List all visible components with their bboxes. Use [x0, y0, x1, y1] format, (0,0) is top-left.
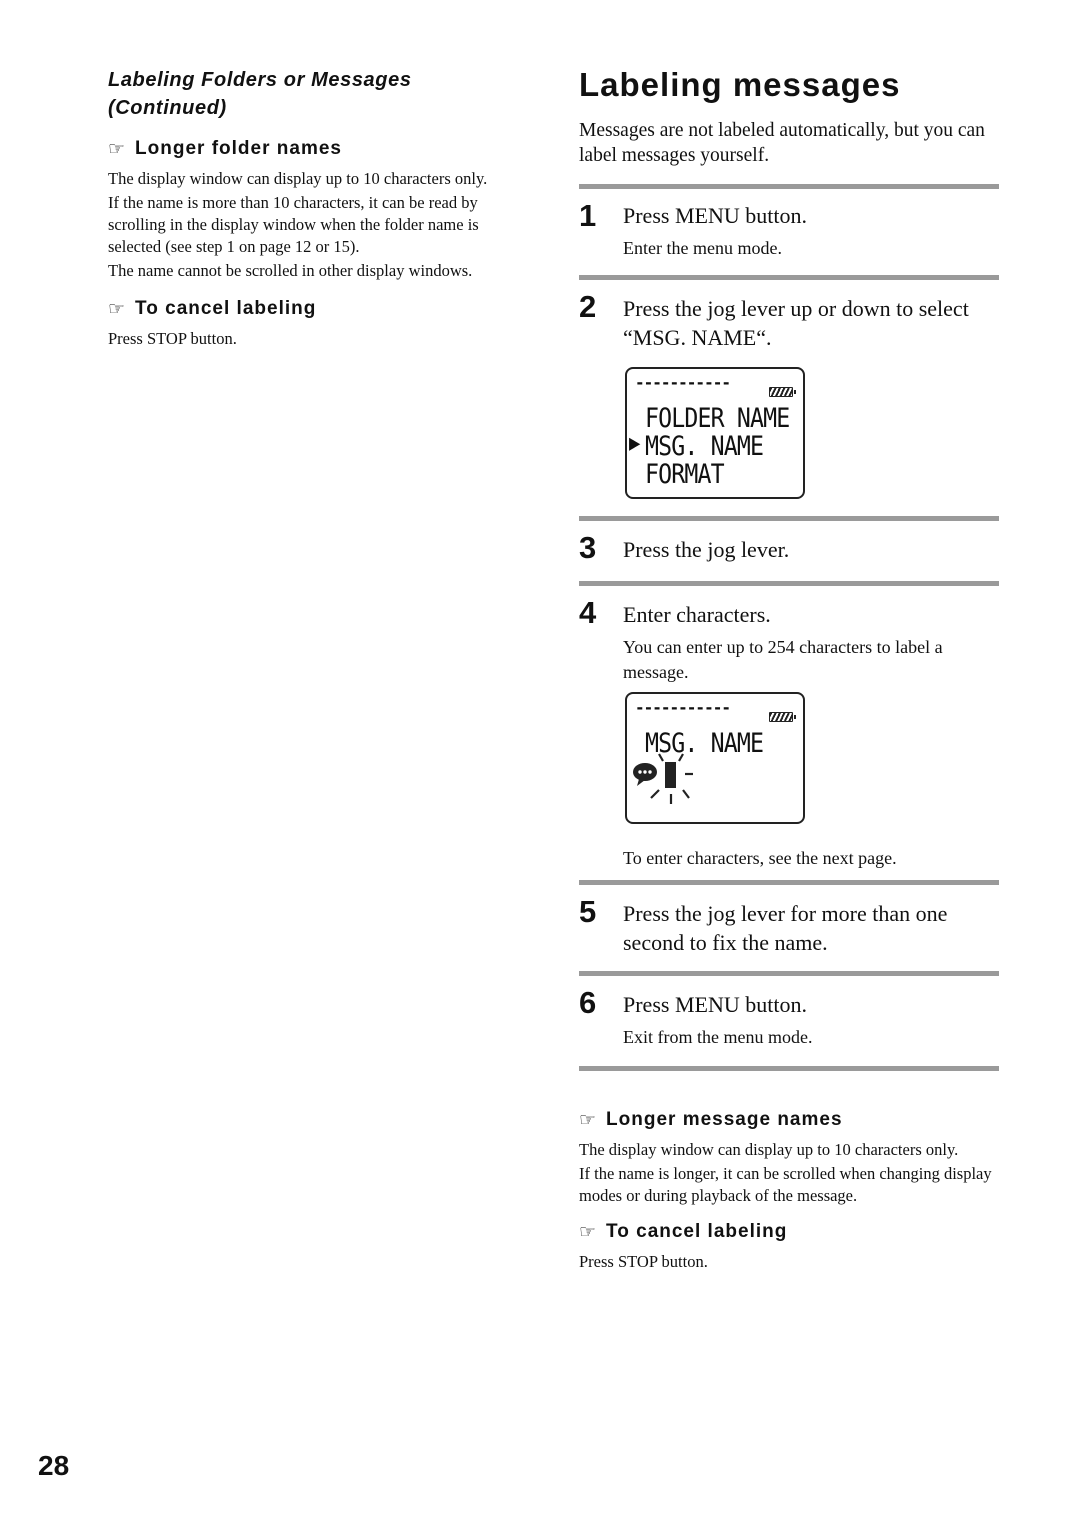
- step-4: [579, 596, 999, 880]
- step-1: [579, 199, 999, 261]
- lcd-menu-item: FORMAT: [645, 459, 724, 490]
- note-paragraph: If the name is more than 10 characters, it can be read by scrolling in the display window when the folder name is selected (see step 1 on page 12 or 15).: [108, 193, 479, 256]
- step-instruction: Press MENU button.: [623, 203, 807, 228]
- step-instruction: Press MENU button.: [623, 992, 807, 1017]
- step-number: 4: [579, 595, 597, 630]
- note-longer-folder-names: [108, 138, 533, 282]
- note-heading: To cancel labeling: [606, 1221, 788, 1242]
- lcd-title-line: MSG. NAME: [645, 728, 764, 759]
- step-divider: [579, 275, 999, 280]
- step-number: 5: [579, 894, 597, 929]
- lcd-menu-item: FOLDER NAME: [645, 403, 790, 434]
- note-heading: To cancel labeling: [135, 298, 317, 319]
- note-cancel-labeling: [579, 1221, 999, 1273]
- hand-pointing-icon: ☞: [108, 298, 126, 320]
- step-divider: [579, 184, 999, 189]
- speech-bubble-icon: [633, 763, 657, 786]
- step-detail: Exit from the menu mode.: [623, 1027, 813, 1047]
- note-paragraph: The display window can display up to 10 characters only.: [108, 169, 488, 188]
- lcd-display-entry: [625, 692, 805, 824]
- right-column: [579, 64, 999, 1273]
- step-divider: [579, 1066, 999, 1071]
- step-instruction: Press the jog lever for more than one second to fix the name.: [623, 901, 948, 955]
- step-number: 3: [579, 530, 597, 565]
- step-divider: [579, 516, 999, 521]
- battery-icon: [769, 387, 793, 397]
- page-number: 28: [38, 1450, 70, 1481]
- step-divider: [579, 971, 999, 976]
- step-number: 2: [579, 289, 597, 324]
- step-number: 6: [579, 985, 597, 1020]
- note-paragraph: Press STOP button.: [108, 329, 237, 348]
- step-divider: [579, 880, 999, 885]
- step-instruction: Press the jog lever.: [623, 537, 790, 562]
- blinking-cursor-icon: [631, 748, 701, 808]
- lcd-display-menu: [625, 367, 805, 499]
- hand-pointing-icon: ☞: [579, 1109, 597, 1131]
- section-title: Labeling Folders or Messages (Continued): [108, 69, 412, 119]
- note-paragraph: If the name is longer, it can be scrolled when changing display modes or during playback of the message.: [579, 1164, 992, 1205]
- step-instruction: Enter characters.: [623, 602, 771, 627]
- lcd-dash-line: -----------: [635, 698, 730, 717]
- step-detail: You can enter up to 254 characters to label a message.: [623, 637, 943, 682]
- note-paragraph: The display window can display up to 10 characters only.: [579, 1140, 959, 1159]
- step-2: [579, 290, 999, 516]
- note-longer-message-names: [579, 1109, 999, 1207]
- hand-pointing-icon: ☞: [579, 1221, 597, 1243]
- step-followup: To enter characters, see the next page.: [623, 848, 897, 868]
- note-paragraph: Press STOP button.: [579, 1252, 708, 1271]
- step-instruction: Press the jog lever up or down to select “MSG. NAME“.: [623, 296, 969, 350]
- note-heading: Longer folder names: [135, 138, 342, 159]
- step-divider: [579, 581, 999, 586]
- hand-pointing-icon: ☞: [108, 138, 126, 160]
- step-3: [579, 531, 999, 565]
- lcd-dash-line: -----------: [635, 373, 730, 392]
- lcd-menu-item-selected: MSG. NAME: [645, 431, 764, 462]
- intro-text: Messages are not labeled automatically, but you can label messages yourself.: [579, 120, 985, 166]
- step-number: 1: [579, 198, 597, 233]
- note-cancel-labeling: [108, 298, 533, 350]
- note-paragraph: The name cannot be scrolled in other display windows.: [108, 261, 473, 280]
- left-column: [108, 66, 533, 352]
- note-heading: Longer message names: [606, 1109, 843, 1130]
- step-5: [579, 895, 999, 957]
- step-6: [579, 986, 999, 1050]
- step-detail: Enter the menu mode.: [623, 238, 782, 258]
- battery-icon: [769, 712, 793, 722]
- triangle-right-icon: ▶: [629, 431, 640, 456]
- page-title: Labeling messages: [579, 66, 901, 103]
